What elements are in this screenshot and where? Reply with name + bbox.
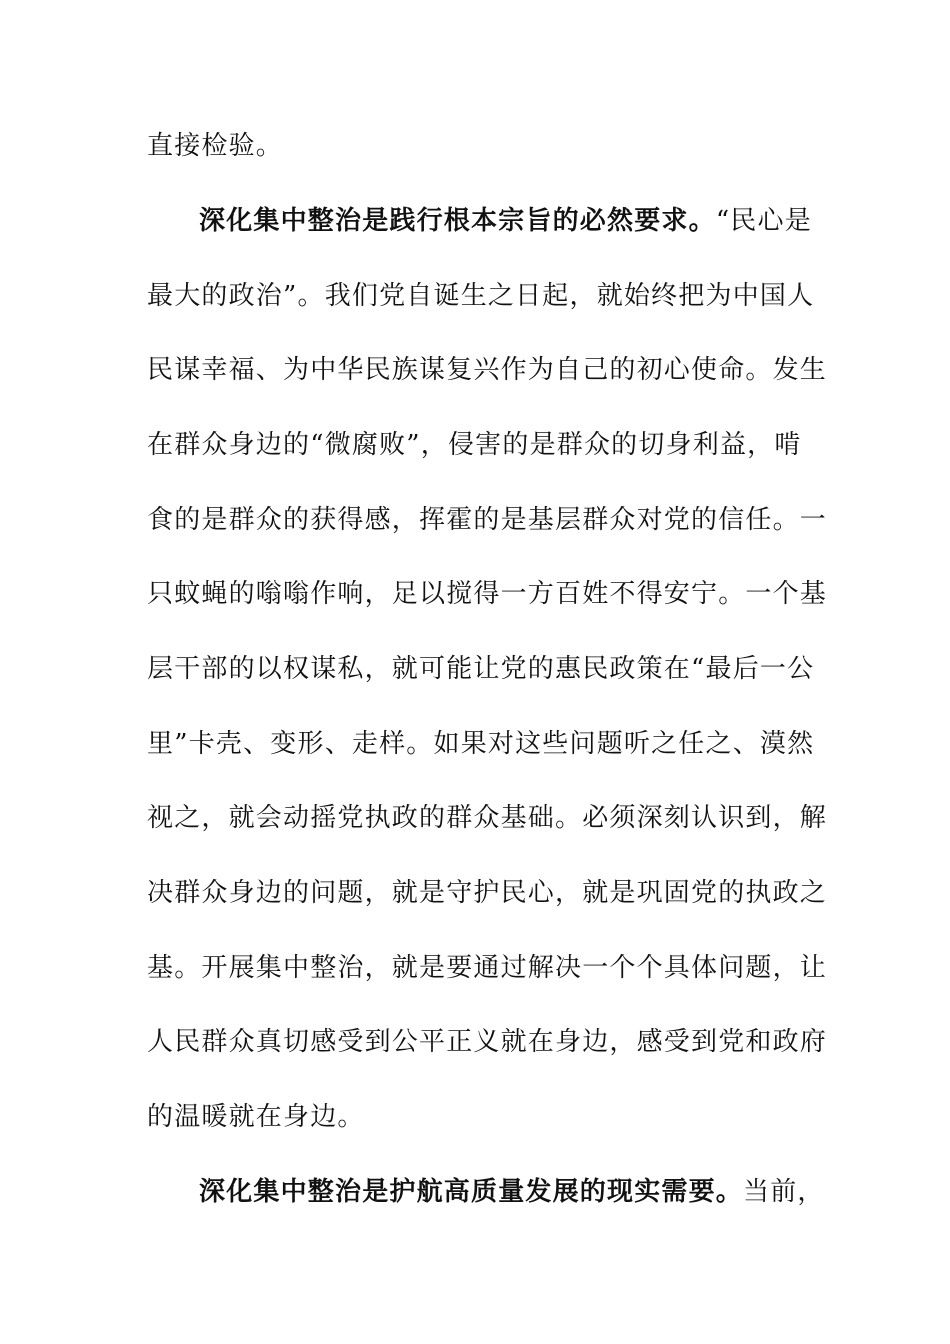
paragraph-line: 只蚊蝇的嗡嗡作响，足以搅得一方百姓不得安宁。一个基 [147, 579, 828, 609]
paragraph-line: 决群众身边的问题，就是守护民心，就是巩固党的执政之 [147, 878, 828, 908]
paragraph-line: 食的是群众的获得感，挥霍的是基层群众对党的信任。一 [147, 505, 828, 535]
paragraph-line: 最大的政治”。我们党自诞生之日起，就始终把为中国人 [147, 281, 815, 311]
paragraph-line: 里”卡壳、变形、走样。如果对这些问题听之任之、漠然 [147, 729, 815, 759]
paragraph-lead-text: 当前， [743, 1177, 825, 1207]
paragraph-opening-line [199, 1175, 839, 1209]
paragraph-line: 直接检验。 [147, 131, 284, 161]
paragraph-heading: 深化集中整治是护航高质量发展的现实需要。 [199, 1177, 744, 1207]
paragraph-lead-text: “民心是 [715, 206, 812, 236]
paragraph-line: 的温暖就在身边。 [147, 1102, 365, 1132]
paragraph-line: 层干部的以权谋私，就可能让党的惠民政策在“最后一公 [147, 654, 815, 684]
paragraph-heading: 深化集中整治是践行根本宗旨的必然要求。 [199, 206, 716, 236]
paragraph-line: 基。开展集中整治，就是要通过解决一个个具体问题，让 [147, 953, 828, 983]
paragraph-line: 视之，就会动摇党执政的群众基础。必须深刻认识到，解 [147, 803, 828, 833]
paragraph-line: 在群众身边的“微腐败”，侵害的是群众的切身利益，啃 [147, 430, 802, 460]
paragraph-opening-line [199, 204, 839, 238]
paragraph-line: 民谋幸福、为中华民族谋复兴作为自己的初心使命。发生 [147, 355, 828, 385]
paragraph-line: 人民群众真切感受到公平正义就在身边，感受到党和政府 [147, 1027, 828, 1057]
